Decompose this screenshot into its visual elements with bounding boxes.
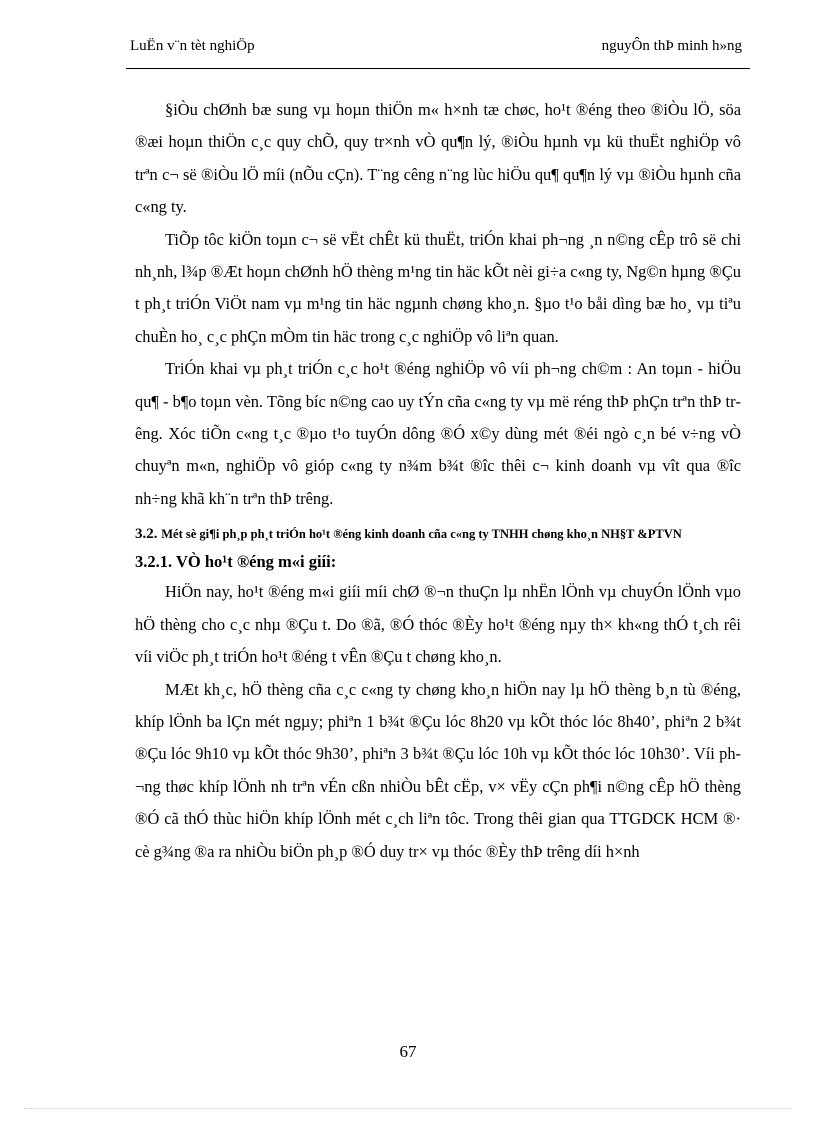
header-divider bbox=[126, 68, 750, 69]
page-bottom-border bbox=[24, 1108, 792, 1109]
header-author-name: nguyÔn thÞ minh h»ng bbox=[601, 38, 742, 54]
paragraph-adjust-organization: §iÒu chØnh bæ sung vµ hoµn thiÖn m« h×nh tæ chøc, ho¹t ®éng theo ®iÒu lÖ, söa ®æi hoµn thiÖn c¸c quy chÕ, quy tr×nh vÒ qu¶n lý, ®iÒu hµnh vµ kü thuËt nghiÖp vô trªn c¬ së ®iÒu lÖ míi (nÕu cÇn). T¨ng cêng n¨ng lùc hiÖu qu¶ qu¶n lý vµ ®iÒu hµnh cña c«ng ty. bbox=[135, 100, 741, 217]
page-number: 67 bbox=[399, 1042, 417, 1061]
section-3-2-number: 3.2. bbox=[135, 526, 158, 543]
section-3-2-title: Mét sè gi¶i ph¸p ph¸t triÓn ho¹t ®éng kinh doanh cña c«ng ty TNHH chøng kho¸n NH§T &PTVN bbox=[161, 527, 682, 542]
running-header bbox=[130, 38, 742, 60]
paragraph-infrastructure: TiÕp tôc kiÖn toµn c¬ së vËt chÊt kü thuËt, triÓn khai ph¬ng ¸n n©ng cÊp trô së chi nh¸nh, l¾p ®Æt hoµn chØnh hÖ thèng m¹ng tin häc kÕt nèi gi÷a c«ng ty, Ng©n hµng ®Çu t ph¸t triÓn ViÖt nam vµ m¹ng tin häc ngµnh chøng kho¸n. §µo t¹o båi dìng bæ ho¸ vµ tiªu chuÈn ho¸ c¸c phÇn mÒm tin häc trong c¸c nghiÖp vô liªn quan. bbox=[135, 229, 741, 346]
paragraph-business-development: TriÓn khai vµ ph¸t triÓn c¸c ho¹t ®éng nghiÖp vô víi ph¬ng ch©m : An toµn - hiÖu qu¶ - b¶o toµn vèn. Tõng bíc n©ng cao uy tÝn cña c«ng ty vµ më réng thÞ phÇn trªn thÞ trêng. Xóc tiÕn c«ng t¸c ®µo t¹o tuyÓn dông ®Ó x©y dùng mét ®éi ngò c¸n bé v÷ng vÒ chuyªn m«n, nghiÖp vô gióp c«ng ty n¾m b¾t ®îc thêi c¬ kinh doanh vµ vît qua ®îc nh÷ng khã kh¨n trªn thÞ trêng. bbox=[135, 359, 741, 508]
paragraph-matching-system: MÆt kh¸c, hÖ thèng cña c¸c c«ng ty chøng kho¸n hiÖn nay lµ hÖ thèng b¸n tù ®éng, khíp lÖnh ba lÇn mét ngµy; phiªn 1 b¾t ®Çu lóc 8h20 vµ kÕt thóc lóc 8h40’, phiªn 2 b¾t ®Çu lóc 9h10 vµ kÕt thóc 9h30’, phiªn 3 b¾t ®Çu lóc 10h vµ kÕt thóc lóc 10h30’. Víi ph¬ng thøc khíp lÖnh nh trªn vÉn cßn nhiÒu bÊt cËp, v× vËy cÇn ph¶i n©ng cÊp hÖ thèng ®Ó cã thÓ thùc hiÖn khíp lÖnh mét c¸ch liªn tôc. Trong thêi gian qua TTGDCK HCM ®· cè g¾ng ®a ra nhiÒu biÖn ph¸p ®Ó duy tr× vµ thóc ®Èy thÞ trêng díi h×nh bbox=[135, 679, 741, 861]
header-thesis-title: LuËn v¨n tèt nghiÖp bbox=[130, 38, 255, 54]
section-3-2-1-heading: 3.2.1. VÒ ho¹t ®éng m«i giíi: bbox=[135, 552, 337, 572]
paragraph-brokerage-current: HiÖn nay, ho¹t ®éng m«i giíi míi chØ ®¬n thuÇn lµ nhËn lÖnh vµ chuyÓn lÖnh vµo hÖ thèng cho c¸c nhµ ®Çu t. Do ®ã, ®Ó thóc ®Èy ho¹t ®éng nµy th× kh«ng thÓ t¸ch rêi víi viÖc ph¸t triÓn ho¹t ®éng t vÊn ®Çu t chøng kho¸n. bbox=[135, 582, 741, 667]
page-body bbox=[135, 94, 741, 868]
section-3-2-heading bbox=[135, 521, 741, 548]
